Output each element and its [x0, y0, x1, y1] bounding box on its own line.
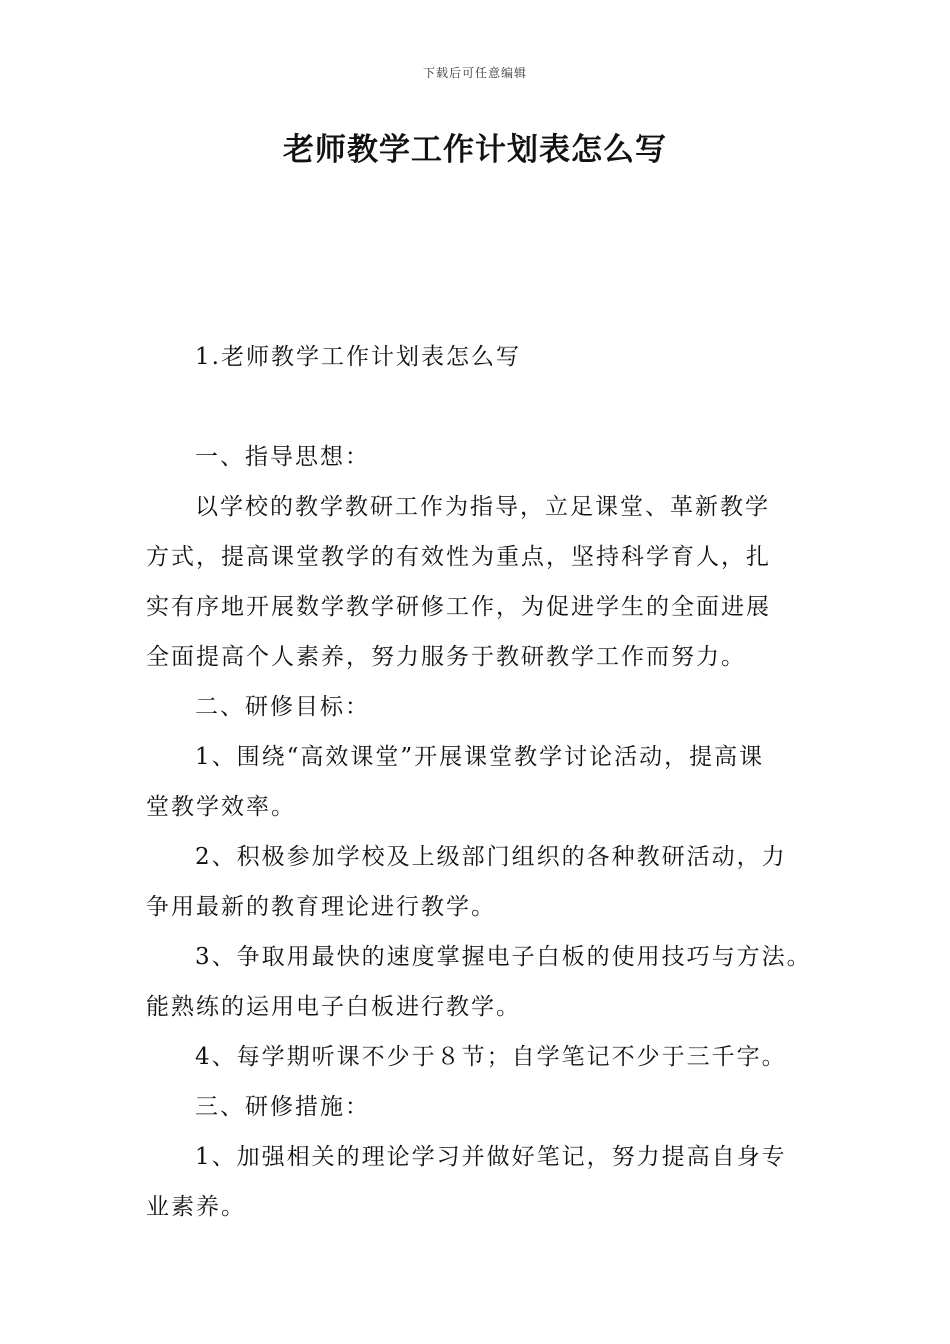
list-item-continuation: 争用最新的教育理论进行教学。 [146, 894, 496, 920]
list-item: 3、争取用最快的速度掌握电子白板的使用技巧与方法。 [195, 944, 812, 970]
list-item-continuation: 堂教学效率。 [146, 794, 296, 820]
paragraph-line: 以学校的教学教研工作为指导，立足课堂、革新教学 [195, 494, 770, 520]
paragraph-line: 方式，提高课堂教学的有效性为重点，坚持科学育人，扎 [146, 544, 771, 570]
list-item: 2、积极参加学校及上级部门组织的各种教研活动，力 [195, 844, 787, 870]
header-note: 下载后可任意编辑 [422, 66, 527, 80]
list-item-continuation: 能熟练的运用电子白板进行教学。 [146, 994, 521, 1020]
subsection-heading: 三、研修措施： [195, 1094, 370, 1120]
document-title: 老师教学工作计划表怎么写 [283, 132, 667, 168]
subsection-heading: 二、研修目标： [195, 694, 370, 720]
paragraph-line: 全面提高个人素养，努力服务于教研教学工作而努力。 [146, 644, 746, 670]
subsection-heading: 一、指导思想： [195, 444, 370, 470]
section-heading: 1.老师教学工作计划表怎么写 [195, 344, 521, 370]
list-item: 1、围绕“高效课堂”开展课堂教学讨论活动，提高课 [195, 744, 765, 770]
list-item-continuation: 业素养。 [146, 1194, 246, 1220]
paragraph-line: 实有序地开展数学教学研修工作，为促进学生的全面进展 [146, 594, 771, 620]
list-item: 1、加强相关的理论学习并做好笔记，努力提高自身专 [195, 1144, 787, 1170]
list-item: 4、每学期听课不少于８节；自学笔记不少于三千字。 [195, 1044, 787, 1070]
